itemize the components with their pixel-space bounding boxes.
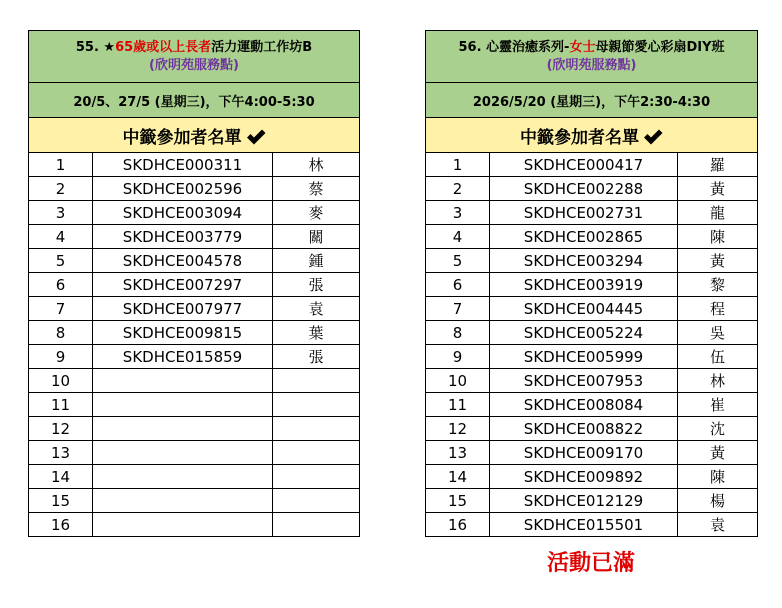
participant-surname: 陳 [678, 465, 758, 489]
participant-code: SKDHCE002288 [490, 177, 678, 201]
table-row [29, 177, 360, 201]
row-number: 13 [426, 441, 490, 465]
row-number: 11 [29, 393, 93, 417]
participant-code [93, 417, 273, 441]
participant-surname: 袁 [678, 513, 758, 537]
participant-code: SKDHCE002596 [93, 177, 273, 201]
participant-code [93, 441, 273, 465]
left-schedule: 20/5、27/5 (星期三)，下午4:00-5:30 [29, 83, 360, 118]
row-number: 11 [426, 393, 490, 417]
left-schedule-row [29, 83, 360, 118]
table-row [29, 393, 360, 417]
row-number: 5 [426, 249, 490, 273]
participant-code: SKDHCE015501 [490, 513, 678, 537]
participant-surname [273, 369, 360, 393]
left-title-cell [29, 31, 360, 83]
participant-code: SKDHCE007297 [93, 273, 273, 297]
participant-surname: 蔡 [273, 177, 360, 201]
table-row [426, 249, 758, 273]
participant-code: SKDHCE009815 [93, 321, 273, 345]
left-title-suffix: 活力運動工作坊B [211, 39, 313, 55]
right-winner-table [425, 30, 758, 537]
right-schedule: 2026/5/20 (星期三)，下午2:30-4:30 [426, 83, 758, 118]
row-number: 8 [29, 321, 93, 345]
participant-code [93, 513, 273, 537]
row-number: 2 [426, 177, 490, 201]
table-row [426, 225, 758, 249]
participant-code: SKDHCE008084 [490, 393, 678, 417]
participant-code: SKDHCE003779 [93, 225, 273, 249]
row-number: 16 [426, 513, 490, 537]
participant-surname [273, 513, 360, 537]
right-location: (欣明苑服務點) [546, 57, 637, 73]
participant-surname: 崔 [678, 393, 758, 417]
right-rows [426, 153, 758, 537]
participant-code: SKDHCE004578 [93, 249, 273, 273]
row-number: 3 [29, 201, 93, 225]
participant-code: SKDHCE009170 [490, 441, 678, 465]
participant-code [93, 369, 273, 393]
right-title-row [426, 31, 758, 83]
participant-code: SKDHCE000417 [490, 153, 678, 177]
table-row [426, 153, 758, 177]
activity-full-notice: 活動已滿 [546, 551, 635, 576]
check-mark-icon [246, 128, 266, 146]
participant-code: SKDHCE000311 [93, 153, 273, 177]
participant-code: SKDHCE015859 [93, 345, 273, 369]
left-rows [29, 153, 360, 537]
row-number: 9 [29, 345, 93, 369]
participant-surname: 陳 [678, 225, 758, 249]
row-number: 14 [29, 465, 93, 489]
table-row [426, 417, 758, 441]
participant-code: SKDHCE012129 [490, 489, 678, 513]
participant-surname: 伍 [678, 345, 758, 369]
participant-surname [273, 465, 360, 489]
left-heading-row [29, 118, 360, 153]
right-schedule-row [426, 83, 758, 118]
row-number: 7 [426, 297, 490, 321]
participant-code: SKDHCE007953 [490, 369, 678, 393]
table-row [426, 369, 758, 393]
right-title-cell [426, 31, 758, 83]
row-number: 12 [426, 417, 490, 441]
participant-surname: 袁 [273, 297, 360, 321]
left-title-row [29, 31, 360, 83]
participant-code: SKDHCE009892 [490, 465, 678, 489]
participant-code: SKDHCE002731 [490, 201, 678, 225]
participant-code: SKDHCE002865 [490, 225, 678, 249]
table-row [426, 441, 758, 465]
table-row [426, 345, 758, 369]
row-number: 6 [29, 273, 93, 297]
table-row [29, 465, 360, 489]
table-row [426, 297, 758, 321]
row-number: 15 [29, 489, 93, 513]
participant-surname: 黃 [678, 177, 758, 201]
participant-surname: 程 [678, 297, 758, 321]
participant-code: SKDHCE007977 [93, 297, 273, 321]
participant-surname: 龍 [678, 201, 758, 225]
row-number: 1 [29, 153, 93, 177]
participant-code [93, 465, 273, 489]
left-location: (欣明苑服務點) [149, 57, 239, 73]
table-row [426, 201, 758, 225]
participant-code: SKDHCE003919 [490, 273, 678, 297]
row-number: 16 [29, 513, 93, 537]
participant-surname: 黃 [678, 441, 758, 465]
table-row [29, 321, 360, 345]
row-number: 4 [29, 225, 93, 249]
row-number: 12 [29, 417, 93, 441]
row-number: 8 [426, 321, 490, 345]
left-list-heading: 中籤參加者名單 [122, 127, 242, 148]
participant-surname: 黃 [678, 249, 758, 273]
row-number: 10 [29, 369, 93, 393]
table-row [29, 369, 360, 393]
participant-code [93, 393, 273, 417]
participant-surname [273, 441, 360, 465]
table-row [29, 297, 360, 321]
participant-surname [273, 417, 360, 441]
participant-surname: 林 [678, 369, 758, 393]
participant-surname: 楊 [678, 489, 758, 513]
row-number: 14 [426, 465, 490, 489]
row-number: 5 [29, 249, 93, 273]
participant-surname: 鍾 [273, 249, 360, 273]
table-row [426, 177, 758, 201]
table-row [29, 201, 360, 225]
check-mark-icon [643, 128, 663, 146]
participant-code: SKDHCE003294 [490, 249, 678, 273]
participant-code: SKDHCE008822 [490, 417, 678, 441]
row-number: 9 [426, 345, 490, 369]
table-row [29, 513, 360, 537]
participant-surname: 林 [273, 153, 360, 177]
participant-surname: 麥 [273, 201, 360, 225]
table-row [426, 393, 758, 417]
right-list-heading-cell [426, 118, 758, 153]
row-number: 2 [29, 177, 93, 201]
table-row [29, 273, 360, 297]
row-number: 3 [426, 201, 490, 225]
table-row [426, 513, 758, 537]
left-title-highlight: 65歲或以上長者 [115, 39, 212, 55]
participant-code: SKDHCE004445 [490, 297, 678, 321]
right-title-highlight: 女士 [569, 39, 596, 55]
right-heading-row [426, 118, 758, 153]
table-row [29, 489, 360, 513]
table-row [426, 321, 758, 345]
right-activity-panel [425, 30, 757, 537]
left-list-heading-cell [29, 118, 360, 153]
table-row [426, 465, 758, 489]
participant-surname [273, 393, 360, 417]
right-title-suffix: 母親節愛心彩扇DIY班 [595, 39, 725, 55]
participant-surname: 黎 [678, 273, 758, 297]
table-row [29, 441, 360, 465]
left-winner-table [28, 30, 360, 537]
participant-surname: 張 [273, 345, 360, 369]
left-title-prefix: 55. ★ [75, 39, 116, 55]
row-number: 4 [426, 225, 490, 249]
row-number: 10 [426, 369, 490, 393]
participant-surname: 張 [273, 273, 360, 297]
participant-code: SKDHCE003094 [93, 201, 273, 225]
table-row [29, 153, 360, 177]
table-row [29, 225, 360, 249]
participant-surname: 沈 [678, 417, 758, 441]
row-number: 1 [426, 153, 490, 177]
participant-surname: 關 [273, 225, 360, 249]
participant-surname: 吳 [678, 321, 758, 345]
row-number: 15 [426, 489, 490, 513]
row-number: 13 [29, 441, 93, 465]
participant-code: SKDHCE005224 [490, 321, 678, 345]
table-row [29, 249, 360, 273]
row-number: 6 [426, 273, 490, 297]
participant-code: SKDHCE005999 [490, 345, 678, 369]
table-row [29, 417, 360, 441]
row-number: 7 [29, 297, 93, 321]
left-activity-panel [28, 30, 359, 537]
participant-surname: 葉 [273, 321, 360, 345]
table-row [29, 345, 360, 369]
right-list-heading: 中籤參加者名單 [520, 127, 639, 148]
table-row [426, 489, 758, 513]
participant-surname: 羅 [678, 153, 758, 177]
table-row [426, 273, 758, 297]
participant-surname [273, 489, 360, 513]
participant-code [93, 489, 273, 513]
right-title-prefix: 56. 心靈治癒系列- [458, 39, 570, 55]
